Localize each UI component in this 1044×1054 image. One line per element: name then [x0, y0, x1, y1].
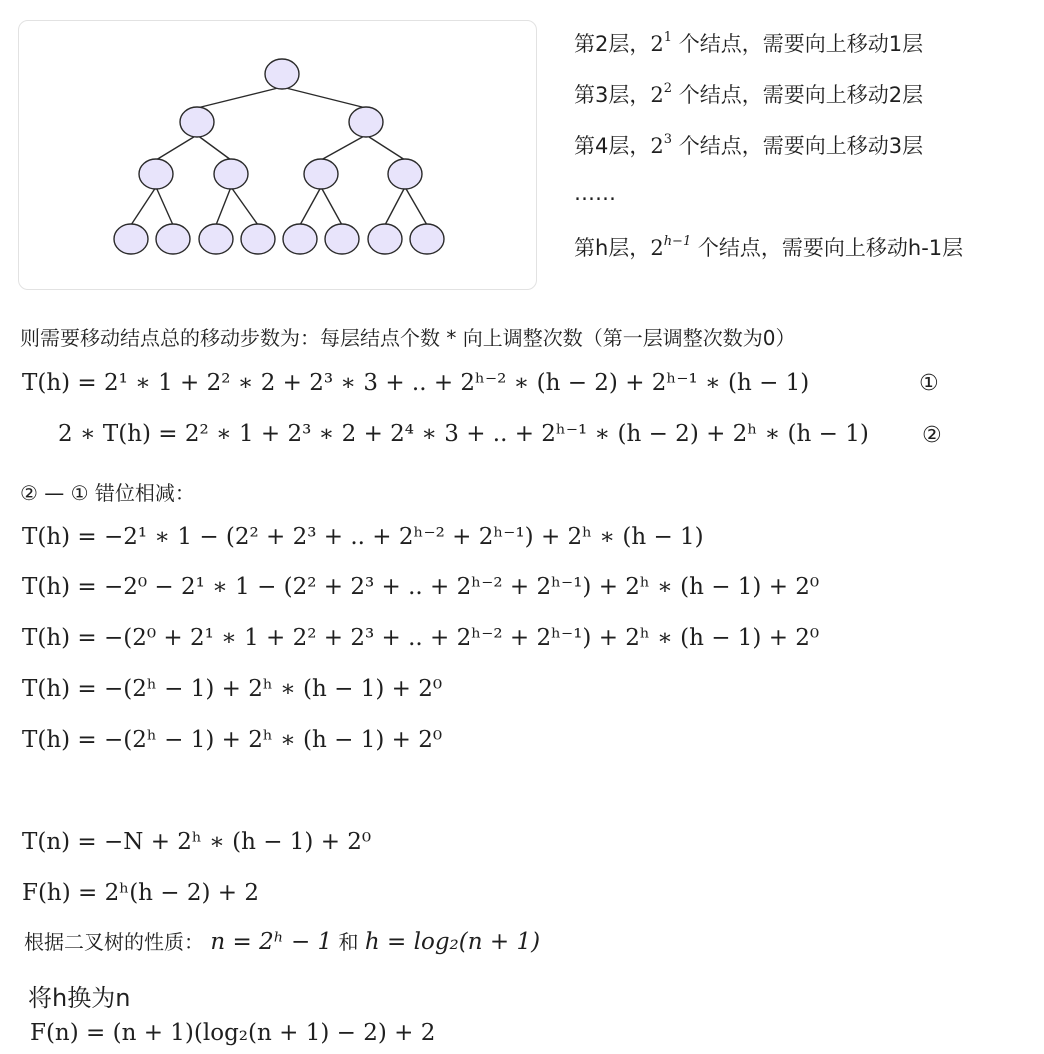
derivation-step-2: T(h) = −2⁰ − 2¹ ∗ 1 − (2² + 2³ + .. + 2ʰ⁻² + 2ʰ⁻¹) + 2ʰ ∗ (h − 1) + 2⁰: [22, 574, 820, 600]
tree-node: [410, 224, 444, 254]
property-line: [24, 926, 540, 955]
level-line-h: [574, 226, 963, 277]
level-base: 2: [650, 134, 664, 158]
tree-node: [388, 159, 422, 189]
level-exponent: 1: [663, 30, 673, 45]
tn-equation: T(n) = −N + 2ʰ ∗ (h − 1) + 2⁰: [22, 829, 372, 855]
tree-node: [114, 224, 148, 254]
equation-1: T(h) = 2¹ ∗ 1 + 2² ∗ 2 + 2³ ∗ 3 + .. + 2ʰ⁻² ∗ (h − 2) + 2ʰ⁻¹ ∗ (h − 1): [22, 370, 810, 396]
level-base: 2: [650, 32, 664, 56]
level-prefix: 第4层，: [574, 134, 651, 158]
level-exponent: h−1: [663, 234, 692, 249]
tree-edge: [385, 187, 405, 225]
level-base: 2: [650, 236, 664, 260]
tree-edge: [197, 135, 231, 160]
level-exponent: 3: [663, 132, 673, 147]
tree-node: [180, 107, 214, 137]
tree-edge: [300, 187, 321, 225]
property-and: 和: [338, 930, 359, 954]
tree-node: [139, 159, 173, 189]
tree-edge: [197, 87, 282, 108]
level-ellipsis: [574, 175, 963, 226]
tree-node: [349, 107, 383, 137]
tree-node: [368, 224, 402, 254]
property-equation-n: n = 2ʰ − 1: [210, 929, 333, 955]
tree-edge: [282, 87, 366, 108]
level-suffix: 个结点，需要向上移动1层: [672, 32, 924, 56]
tree-edge: [156, 135, 197, 160]
derivation-step-3: T(h) = −(2⁰ + 2¹ ∗ 1 + 2² + 2³ + .. + 2ʰ⁻² + 2ʰ⁻¹) + 2ʰ ∗ (h − 1) + 2⁰: [22, 625, 820, 651]
tree-edge: [156, 187, 173, 225]
subtract-text: ② — ① 错位相减：: [20, 481, 195, 505]
derivation-step-5: T(h) = −(2ʰ − 1) + 2ʰ ∗ (h − 1) + 2⁰: [22, 727, 443, 753]
level-base: 2: [650, 83, 664, 107]
level-list: [574, 22, 963, 277]
level-prefix: 第h层，: [574, 236, 651, 260]
property-equation-h: h = log₂(n + 1): [364, 929, 541, 955]
tree-node: [265, 59, 299, 89]
level-prefix: 第2层，: [574, 32, 651, 56]
derivation-step-1: T(h) = −2¹ ∗ 1 − (2² + 2³ + .. + 2ʰ⁻² + 2ʰ⁻¹) + 2ʰ ∗ (h − 1): [22, 524, 704, 550]
level-suffix: 个结点，需要向上移动3层: [672, 134, 924, 158]
replace-heading: 将h换为n: [28, 984, 131, 1012]
tree-edge: [231, 187, 258, 225]
tree-node: [199, 224, 233, 254]
level-prefix: 第3层，: [574, 83, 651, 107]
tree-diagram-card: [18, 20, 537, 290]
tree-edge: [321, 135, 366, 160]
level-suffix: 个结点，需要向上移动h-1层: [691, 236, 964, 260]
ellipsis-text: ……: [574, 181, 616, 205]
binary-tree-diagram: [19, 21, 538, 291]
equation-2: 2 ∗ T(h) = 2² ∗ 1 + 2³ ∗ 2 + 2⁴ ∗ 3 + .. + 2ʰ⁻¹ ∗ (h − 2) + 2ʰ ∗ (h − 1): [58, 421, 869, 447]
level-exponent: 2: [663, 81, 673, 96]
tree-edge: [131, 187, 156, 225]
equation-1-marker: ①: [919, 371, 939, 396]
tree-node: [214, 159, 248, 189]
level-line-2: [574, 22, 963, 73]
tree-edge: [216, 187, 231, 225]
tree-edge: [321, 187, 342, 225]
level-line-3: [574, 73, 963, 124]
intro-text: 则需要移动结点总的移动步数为：每层结点个数 * 向上调整次数（第一层调整次数为0）: [20, 326, 796, 350]
equation-2-marker: ②: [922, 423, 942, 448]
tree-edge: [405, 187, 427, 225]
tree-edge: [366, 135, 405, 160]
fh-equation: F(h) = 2ʰ(h − 2) + 2: [22, 880, 260, 906]
tree-node: [156, 224, 190, 254]
property-label: 根据二叉树的性质：: [24, 930, 204, 954]
level-line-4: [574, 124, 963, 175]
level-suffix: 个结点，需要向上移动2层: [672, 83, 924, 107]
derivation-step-4: T(h) = −(2ʰ − 1) + 2ʰ ∗ (h − 1) + 2⁰: [22, 676, 443, 702]
fn-equation: F(n) = (n + 1)(log₂(n + 1) − 2) + 2: [30, 1020, 436, 1046]
tree-node: [241, 224, 275, 254]
tree-node: [325, 224, 359, 254]
tree-node: [304, 159, 338, 189]
tree-node: [283, 224, 317, 254]
